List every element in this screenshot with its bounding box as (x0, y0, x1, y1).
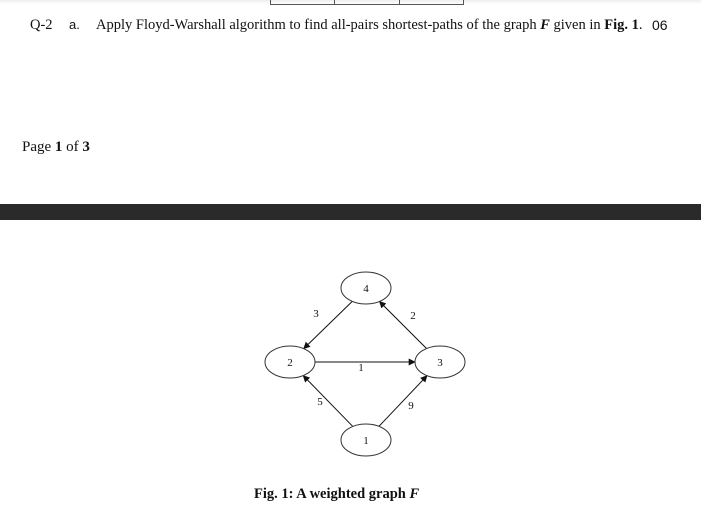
edge-weight-3-4: 2 (410, 310, 416, 322)
caption-text: Fig. 1: A weighted graph (254, 486, 410, 502)
question-marks: 06 (652, 17, 668, 33)
question-text-end: . (638, 17, 643, 33)
graph-figure (258, 264, 478, 464)
edge-1-3 (379, 376, 427, 427)
question-text-start: Apply Floyd-Warshall algorithm to find all-pairs shortest-paths of the graph (96, 17, 541, 33)
question-number: Q-2 (30, 17, 53, 33)
page-indicator (22, 139, 90, 156)
edge-weight-2-3: 1 (358, 362, 364, 374)
question-text-mid: given in (549, 17, 605, 33)
node-label-1: 1 (363, 435, 369, 447)
question-row (0, 17, 701, 39)
question-part: a. (69, 17, 80, 32)
edge-4-2 (304, 301, 353, 348)
node-label-4: 4 (363, 283, 369, 295)
node-label-3: 3 (437, 357, 443, 369)
figure-caption (254, 486, 419, 503)
node-label-2: 2 (287, 357, 293, 369)
page-separator: of (62, 139, 83, 155)
page-total: 3 (82, 139, 90, 155)
graph-name: F (540, 17, 550, 33)
edge-3-4 (379, 301, 426, 348)
question-text (96, 17, 643, 34)
page-break-band (0, 204, 701, 220)
edge-weight-1-2: 5 (317, 396, 323, 408)
caption-graph-name: F (409, 486, 420, 502)
edge-weight-1-3: 9 (408, 400, 414, 412)
edge-1-2 (303, 376, 353, 427)
figure-reference: Fig. 1 (604, 17, 639, 33)
graph-svg (258, 264, 478, 464)
edge-weight-4-2: 3 (313, 308, 319, 320)
table-cell-borders (270, 0, 464, 5)
page-current: 1 (54, 139, 63, 155)
page-prefix: Page (22, 139, 55, 155)
